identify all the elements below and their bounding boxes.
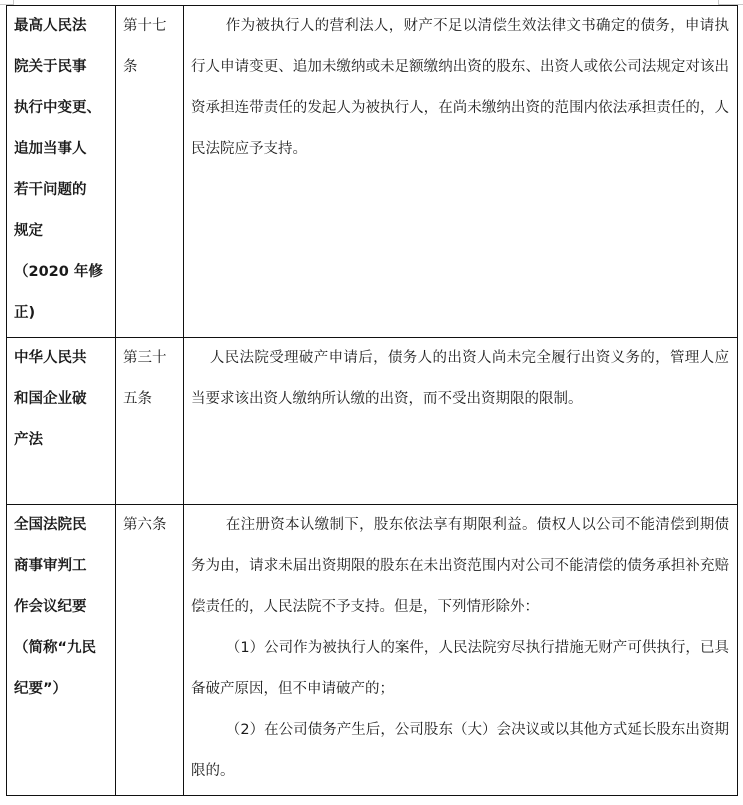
article-line: 第六条 <box>123 517 167 533</box>
law-name-line: 院关于民事 <box>14 59 87 75</box>
law-name-line: 中华人民共 <box>14 350 87 366</box>
law-name-line: 正) <box>14 305 36 321</box>
table-row <box>7 338 738 505</box>
provision-paragraph: （1）公司作为被执行人的案件，人民法院穷尽执行措施无财产可供执行，已具备破产原因，但不申请破产的； <box>191 640 729 697</box>
law-name-line: 全国法院民 <box>14 517 87 533</box>
law-name-line: 执行中变更、 <box>14 100 101 116</box>
law-name-line: 和国企业破 <box>14 391 87 407</box>
law-name-line: 若干问题的 <box>14 182 87 198</box>
provision-paragraph: 人民法院受理破产申请后，债务人的出资人尚未完全履行出资义务的，管理人应当要求该出资人缴纳所认缴的出资，而不受出资期限的限制。 <box>191 350 729 407</box>
provision-text-cell <box>184 505 738 796</box>
law-name-cell <box>7 338 116 505</box>
article-cell <box>116 6 184 338</box>
table-row <box>7 505 738 796</box>
article-cell <box>116 505 184 796</box>
law-name-line: 作会议纪要 <box>14 599 87 615</box>
law-name-line: （2020 年修 <box>14 264 103 280</box>
law-name-cell <box>7 6 116 338</box>
article-line: 第十七 <box>123 18 167 34</box>
article-cell <box>116 338 184 505</box>
law-name-cell <box>7 505 116 796</box>
provision-text-cell <box>184 338 738 505</box>
legal-provisions-table <box>6 5 738 796</box>
law-name-line: 纪要”） <box>14 681 68 697</box>
law-name-line: （简称“九民 <box>14 640 97 656</box>
provision-paragraph: （2）在公司债务产生后，公司股东（大）会决议或以其他方式延长股东出资期限的。 <box>191 722 729 779</box>
provision-paragraph: 在注册资本认缴制下，股东依法享有期限利益。债权人以公司不能清偿到期债务为由，请求未届出资期限的股东在未出资范围内对公司不能清偿的债务承担补充赔偿责任的，人民法院不予支持。但是，下列情形除外： <box>191 517 729 615</box>
law-name-line: 商事审判工 <box>14 558 87 574</box>
article-line: 五条 <box>123 391 152 407</box>
article-line: 条 <box>123 59 138 75</box>
article-line: 第三十 <box>123 350 167 366</box>
law-name-line: 追加当事人 <box>14 141 87 157</box>
provision-text-cell <box>184 6 738 338</box>
table-row <box>7 6 738 338</box>
law-name-line: 规定 <box>14 223 43 239</box>
provision-paragraph: 作为被执行人的营利法人，财产不足以清偿生效法律文书确定的债务，申请执行人申请变更、追加未缴纳或未足额缴纳出资的股东、出资人或依公司法规定对该出资承担连带责任的发起人为被执行人，在尚未缴纳出资的范围内依法承担责任的，人民法院应予支持。 <box>191 18 729 157</box>
law-name-line: 最高人民法 <box>14 18 87 34</box>
law-name-line: 产法 <box>14 432 43 448</box>
